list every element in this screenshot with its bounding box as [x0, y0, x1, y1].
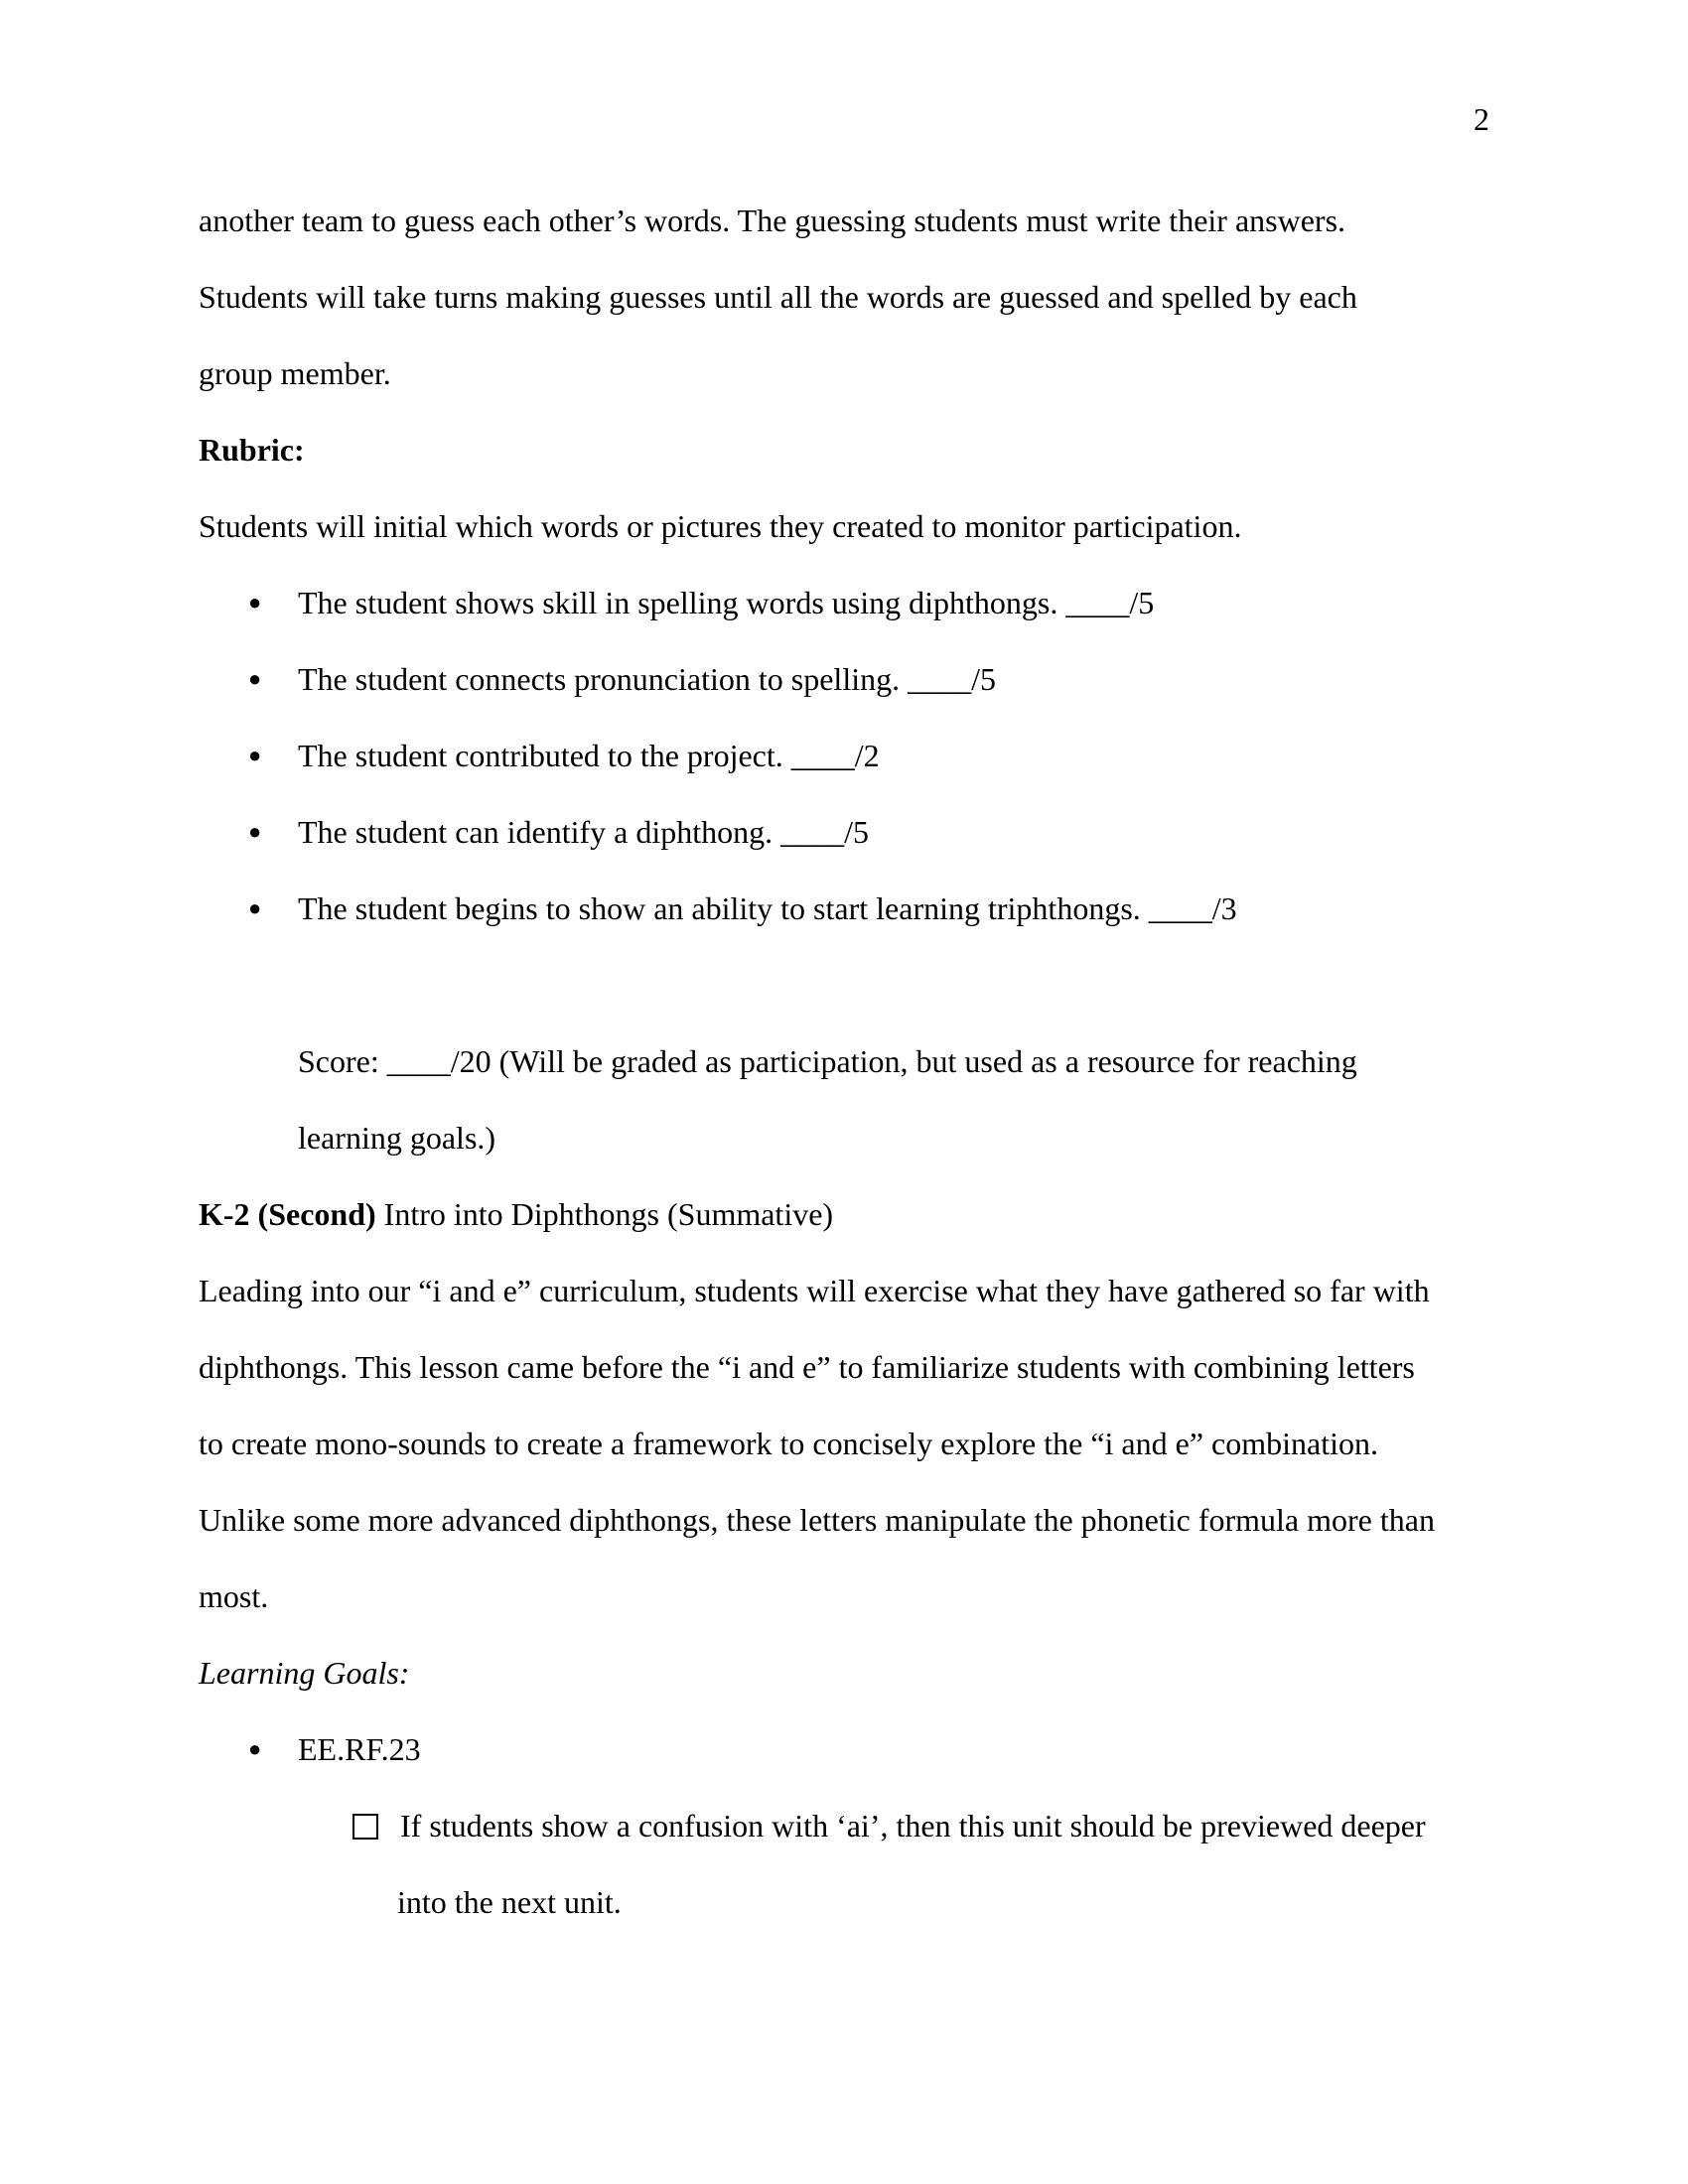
rubric-item: [199, 804, 1489, 881]
bullet-icon: ●: [248, 1736, 262, 1761]
rubric-heading: Rubric:: [199, 432, 305, 468]
rubric-item: [199, 575, 1489, 651]
goal-sub-item-continuation: into the next unit.: [397, 1884, 622, 1920]
rubric-item: [199, 728, 1489, 804]
rubric-description: Students will initial which words or pictures they created to monitor participation.: [199, 508, 1242, 544]
learning-goals-label: Learning Goals:: [199, 1655, 410, 1691]
section-title: [199, 1186, 1489, 1263]
paragraph-line: Unlike some more advanced diphthongs, these letters manipulate the phonetic formula more than: [199, 1502, 1435, 1538]
intro-line: another team to guess each other’s words. The guessing students must write their answers.: [199, 203, 1346, 238]
page-number: 2: [1474, 101, 1489, 137]
paragraph-line: Leading into our “i and e” curriculum, students will exercise what they have gathered so far with: [199, 1273, 1430, 1308]
bullet-icon: ●: [248, 895, 262, 920]
document-body: [199, 193, 1489, 1951]
goal-item-text: EE.RF.23: [298, 1731, 421, 1767]
goal-item: [199, 1721, 1489, 1798]
paragraph-line: most.: [199, 1578, 269, 1614]
bullet-icon: ●: [248, 743, 262, 767]
paragraph-line: to create mono-sounds to create a framework to concisely explore the “i and e” combination.: [199, 1426, 1378, 1461]
goal-sub-item: [199, 1798, 1489, 1874]
section-title-rest: Intro into Diphthongs (Summative): [375, 1196, 834, 1232]
rubric-item-text: The student connects pronunciation to spelling. ____/5: [298, 661, 996, 697]
rubric-item-text: The student contributed to the project. ____/2: [298, 738, 880, 773]
bullet-icon: ●: [248, 590, 262, 614]
rubric-item-text: The student shows skill in spelling words using diphthongs. ____/5: [298, 585, 1155, 620]
score-line: Score: ____/20 (Will be graded as participation, but used as a resource for reaching: [298, 1043, 1357, 1079]
rubric-item: [199, 651, 1489, 728]
score-line: learning goals.): [298, 1120, 496, 1156]
bullet-icon: ●: [248, 819, 262, 844]
intro-line: group member.: [199, 355, 391, 391]
goal-sub-item-text: If students show a confusion with ‘ai’, then this unit should be previewed deeper: [400, 1808, 1426, 1843]
rubric-item-text: The student begins to show an ability to start learning triphthongs. ____/3: [298, 890, 1237, 926]
rubric-item-text: The student can identify a diphthong. ____/5: [298, 814, 869, 850]
rubric-item: [199, 881, 1489, 957]
checkbox-icon: [352, 1814, 378, 1840]
paragraph-line: diphthongs. This lesson came before the “i and e” to familiarize students with combining letters: [199, 1349, 1415, 1385]
bullet-icon: ●: [248, 666, 262, 691]
blank-line: [199, 957, 1489, 1033]
intro-line: Students will take turns making guesses until all the words are guessed and spelled by each: [199, 279, 1357, 315]
section-title-bold: K-2 (Second): [199, 1196, 376, 1232]
